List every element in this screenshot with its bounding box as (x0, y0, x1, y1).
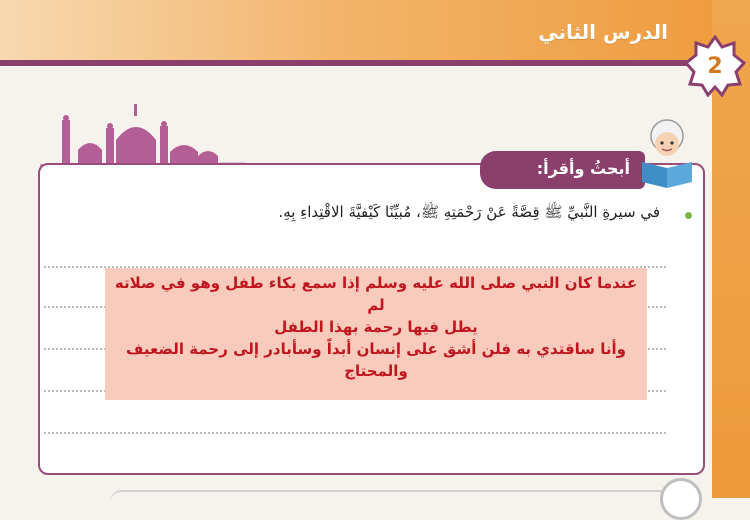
next-card-edge (110, 490, 670, 512)
answer-line-4: والمحتاج (344, 362, 408, 380)
instruction-bullet (685, 212, 692, 219)
answer-line-3: وأنا ساقتدي به فلن أشق على إنسان أبداً وسأبادر إلى رحمة الضعيف (126, 340, 626, 358)
answer-line-2: يطل فيها رحمة بهذا الطفل (274, 318, 478, 336)
lesson-title: الدرس الثاني (538, 20, 668, 44)
reading-boy-icon (636, 116, 698, 190)
answer-line-1: عندما كان النبي صلى الله عليه وسلم إذا سمع بكاء طفل وهو في صلاته لم (114, 274, 638, 314)
answer-line (44, 432, 666, 434)
instruction-text: في سيرةِ النَّبيِّ ﷺ قِصَّةً عَنْ رَحْمَتِهِ ﷺ، مُبيِّنًا كَيْفيَّةَ الاقْتِداءِ بِهِ. (278, 203, 660, 221)
mosque-skyline-icon (40, 100, 245, 170)
lesson-badge (684, 35, 746, 97)
lesson-number: 2 (707, 53, 723, 79)
header-divider (0, 60, 700, 66)
section-tab-label: أبحثُ وأقرأ: (536, 159, 630, 178)
next-section-icon (660, 478, 702, 520)
answer-text[interactable] (112, 272, 640, 382)
